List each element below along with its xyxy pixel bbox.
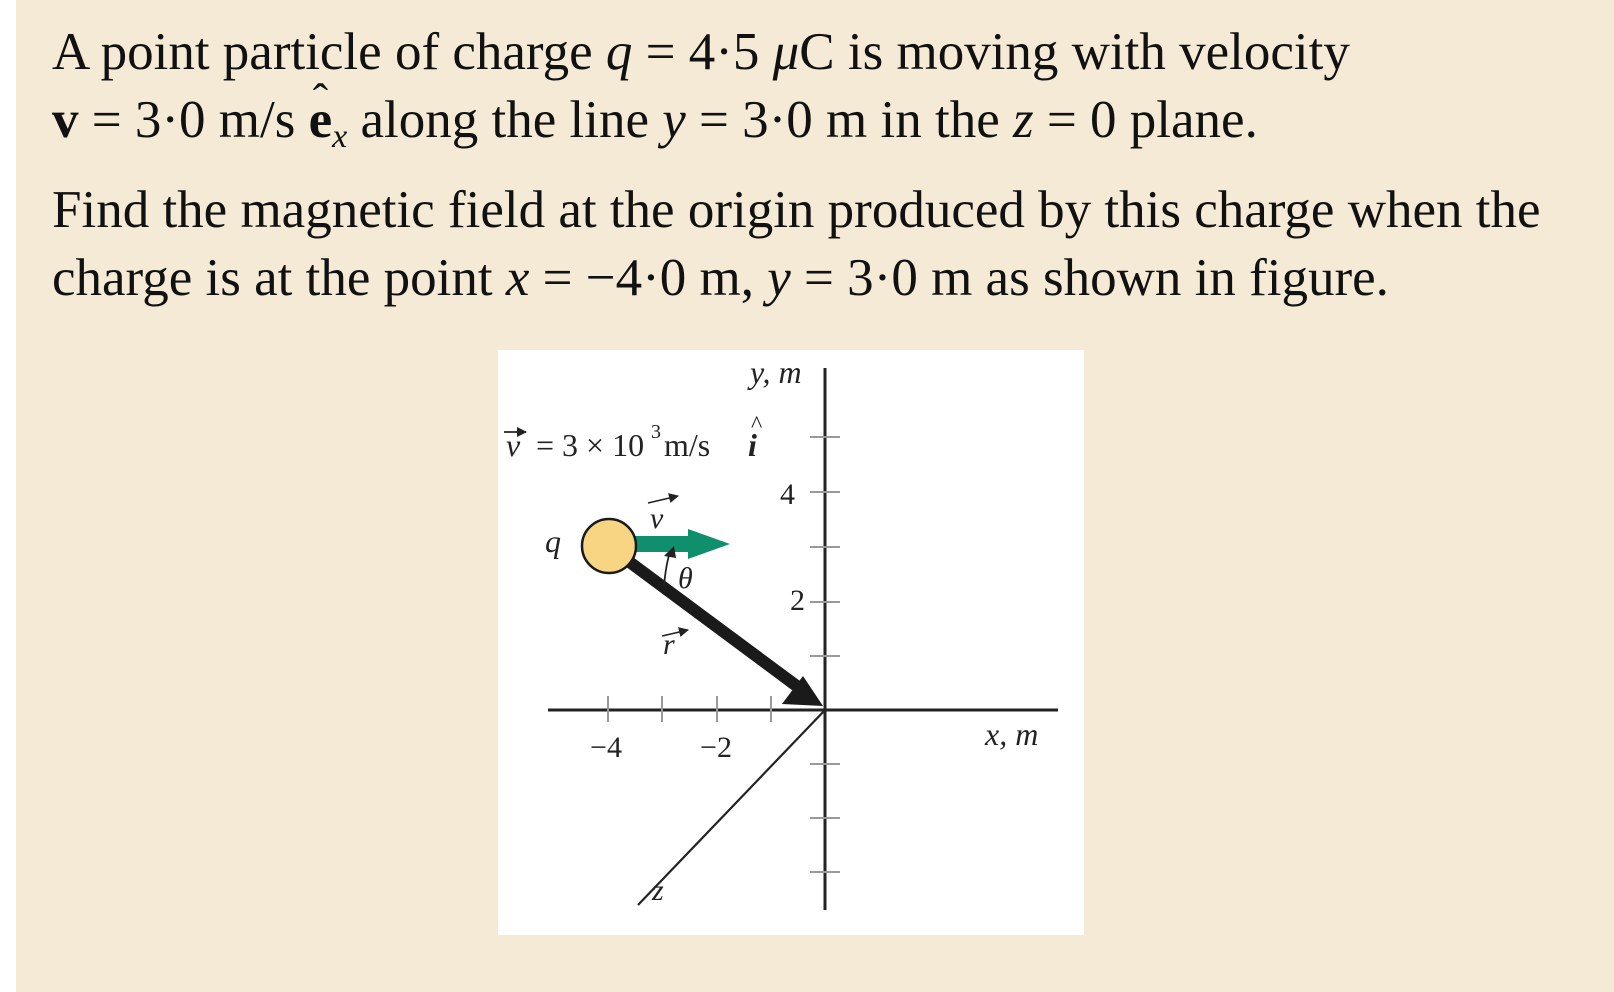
y-tick-label: 2	[790, 584, 805, 617]
x-symbol: x	[505, 249, 530, 307]
y-symbol: y	[767, 249, 791, 307]
exponent: 3	[651, 421, 661, 443]
velocity-arrow-head	[688, 529, 730, 559]
charge-particle	[582, 519, 636, 573]
v-symbol: v	[506, 427, 521, 463]
x-axis-label: x, m	[985, 716, 1039, 752]
mu-symbol: μ	[772, 23, 800, 81]
r-label: r	[663, 628, 675, 661]
text: = 4·5	[632, 23, 773, 81]
y-symbol: y	[662, 91, 686, 149]
velocity-arrow-shaft	[628, 536, 695, 552]
figure-svg	[498, 350, 1084, 935]
unit-vector: ˆ e	[309, 86, 333, 154]
x-tick-label: −4	[590, 731, 622, 764]
z-axis-label: z	[652, 874, 664, 907]
problem-statement	[52, 18, 1350, 161]
text: = 0 plane.	[1033, 91, 1258, 149]
hat-mark: ^	[751, 412, 763, 438]
figure	[498, 350, 1084, 935]
text: = 3·0 m in the	[685, 91, 1014, 149]
text: = −4·0 m,	[529, 249, 768, 307]
text: = 3·0 m/s	[78, 91, 309, 149]
x-tick-label: −2	[700, 731, 732, 764]
equation-text: = 3 × 10	[536, 427, 645, 463]
text: A point particle of charge	[52, 23, 606, 81]
text: C is moving with velocity	[799, 23, 1350, 81]
z-symbol: z	[1013, 91, 1034, 149]
velocity-symbol: v	[52, 91, 79, 149]
r-vector-shaft	[608, 546, 798, 687]
i-hat-symbol: i	[748, 427, 757, 463]
v-label: v	[650, 502, 664, 535]
problem-question	[52, 176, 1541, 312]
text: along the line	[347, 91, 663, 149]
theta-arc	[664, 552, 670, 586]
y-axis-label: y, m	[750, 354, 802, 390]
unit-vector-subscript: x	[332, 118, 348, 155]
theta-label: θ	[678, 562, 693, 595]
charge-symbol: q	[605, 23, 633, 81]
text: = 3·0 m as shown in figure.	[790, 249, 1389, 307]
charge-label: q	[545, 523, 561, 559]
velocity-equation	[504, 412, 762, 463]
y-tick-label: 4	[780, 478, 795, 511]
text: Find the magnetic field at the origin produced by this charge when the	[52, 181, 1541, 239]
text: charge is at the point	[52, 249, 506, 307]
unit-text: m/s	[664, 427, 711, 463]
